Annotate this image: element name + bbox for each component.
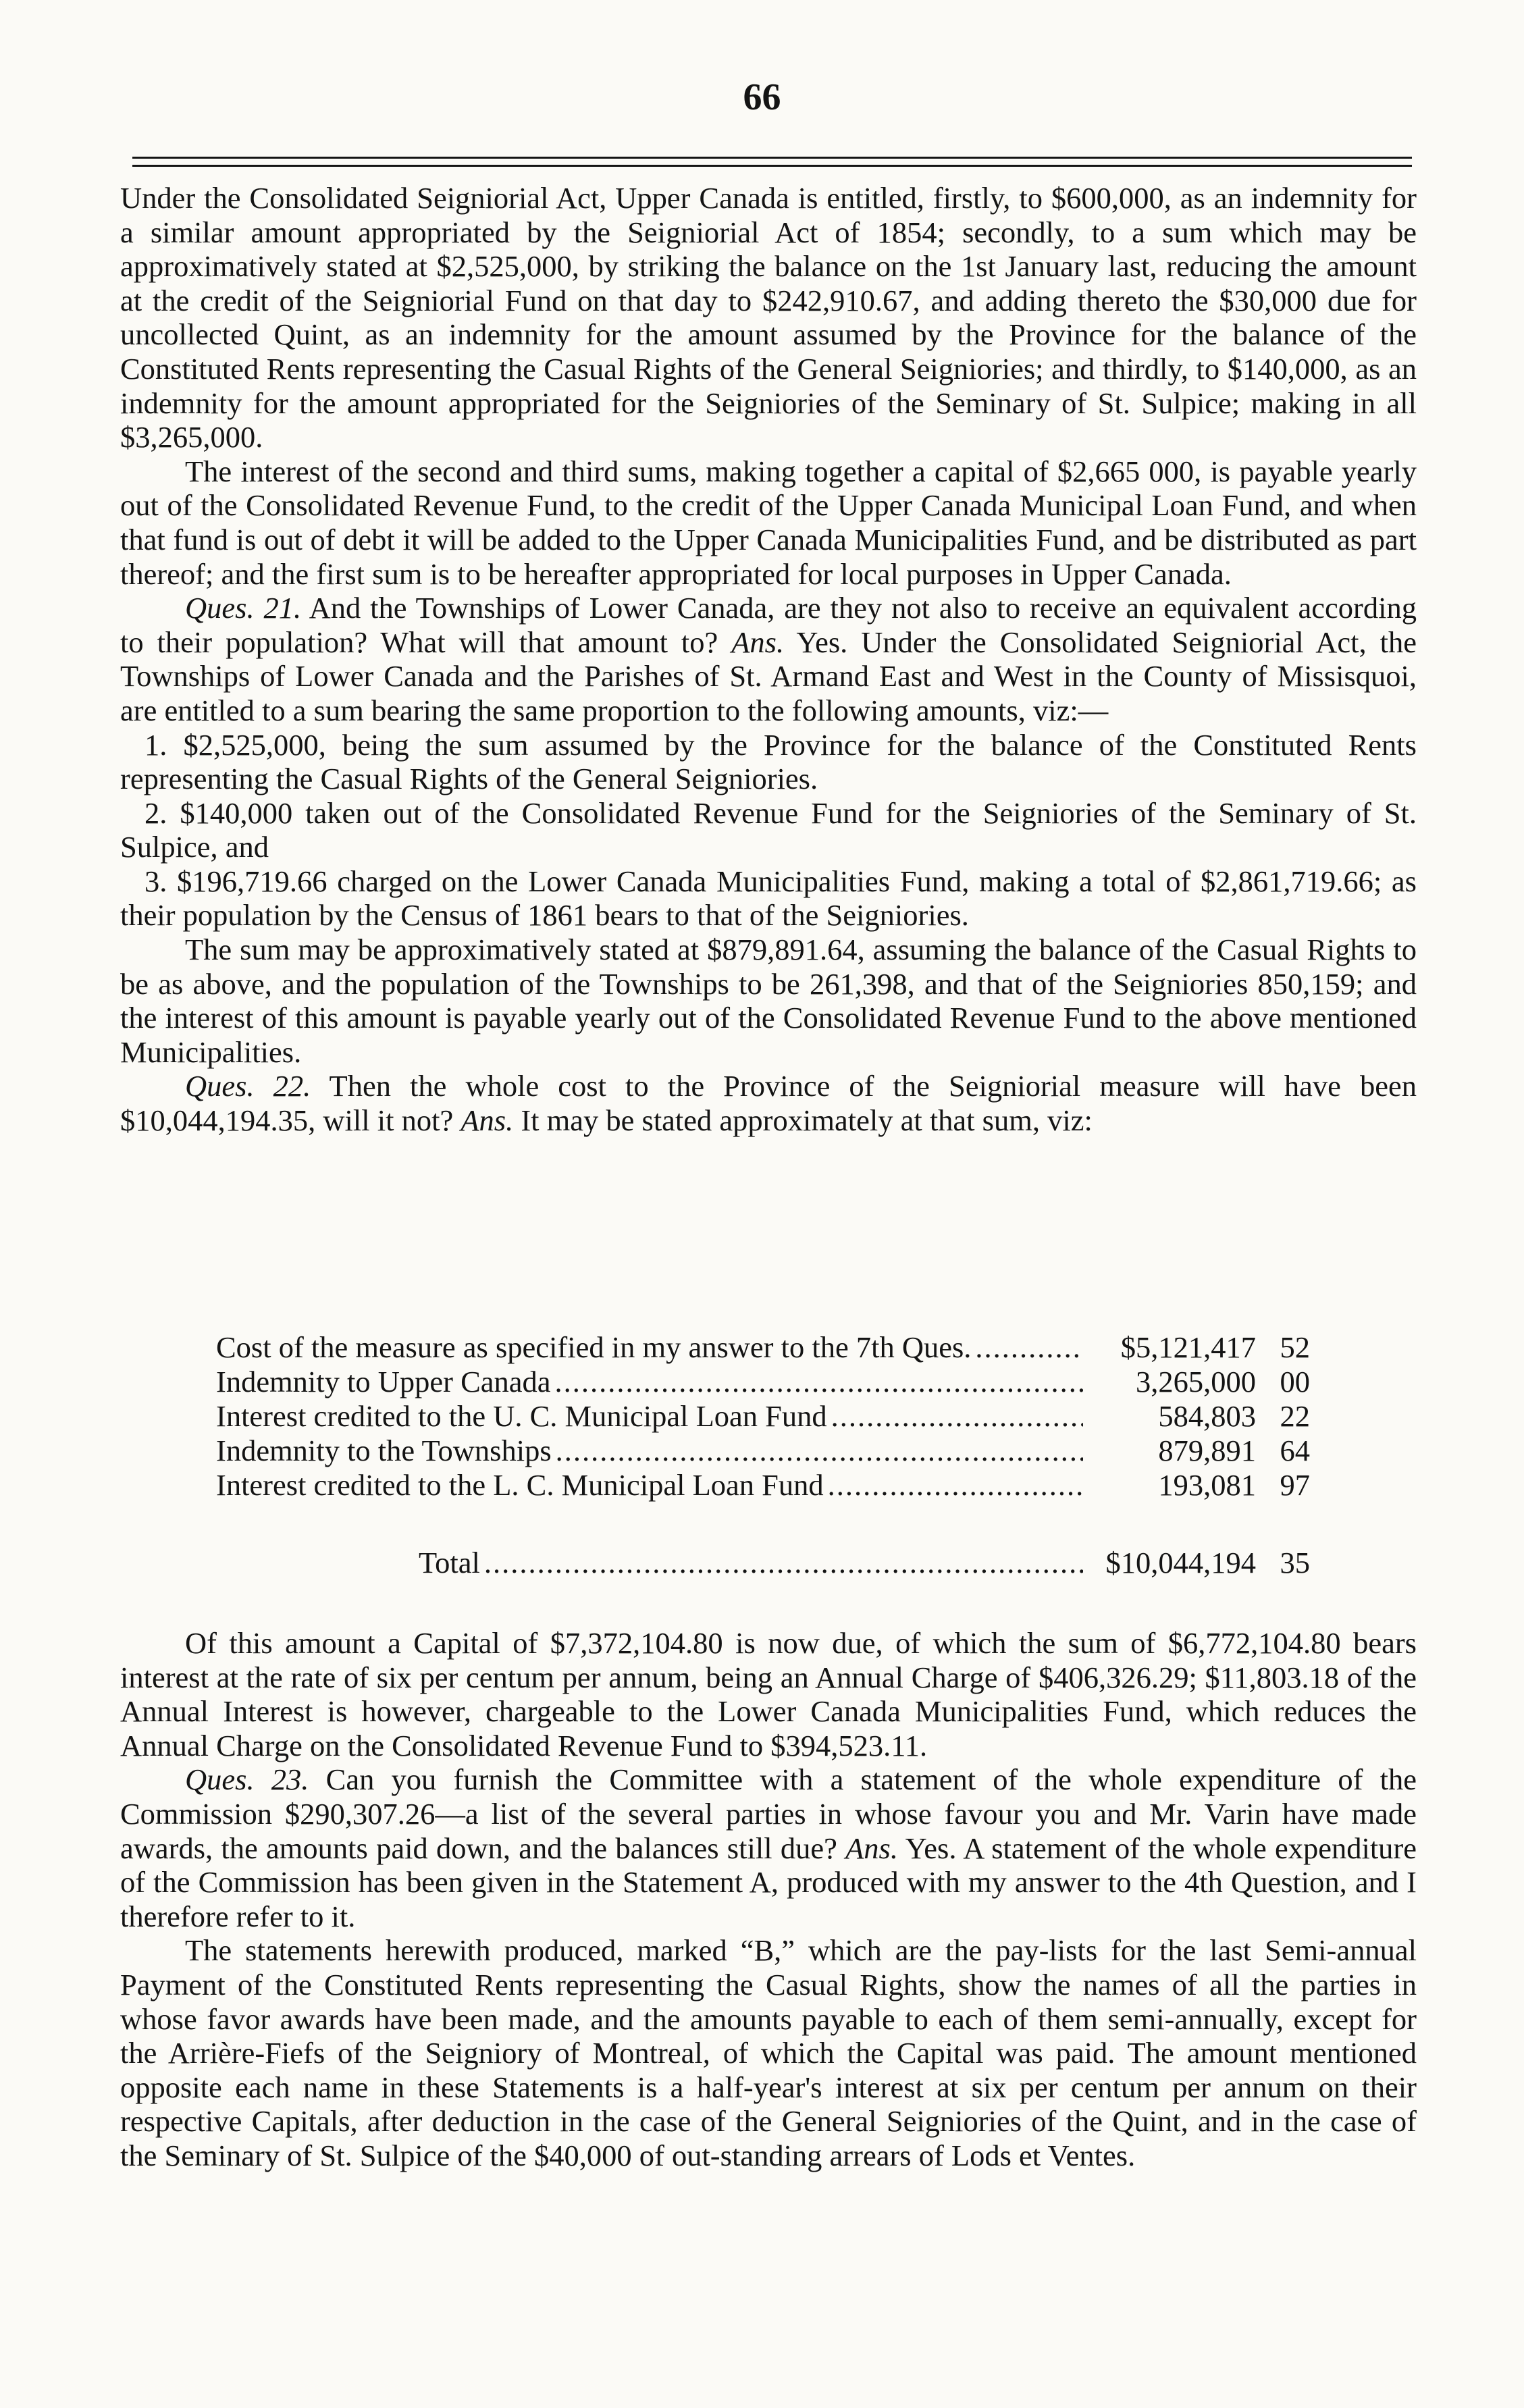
paragraph-statements-b: The statements herewith produced, marked “B,” which are the pay-lists for the last Semi-annual Payment of the Constituted Rents representing the Casual Rights, show the names of all the parties in whose favor awards have been made, and the amounts payable to each of them semi-annually, except for the Arrière-Fiefs of the Seigniory of Montreal, of which the Capital was paid. The amount mentioned opposite each name in these Statements is a half-year's interest at six per centum per annum on their respective Capitals, after deduction in the case of the General Seigniories of the Quint, and in the case of the Seminary of St. Sulpice of the $40,000 of out-standing arrears of Lods et Ventes. (120, 1933, 1417, 2172)
body-text-lower (120, 1626, 1417, 2173)
table-row-label: Indemnity to Upper Canada (216, 1365, 551, 1398)
table-total-cents: 35 (1280, 1546, 1310, 1579)
header-rule-lower (132, 165, 1412, 167)
paragraph-upper-canada-entitlement: Under the Consolidated Seigniorial Act, Upper Canada is entitled, firstly, to $600,000, as an indemnity for a similar amount appropriated by the Seigniorial Act of 1854; secondly, to a sum which may be approximatively stated at $2,525,000, by striking the balance on the 1st January last, reducing the amount at the credit of the Seigniorial Fund on that day to $242,910.67, and adding thereto the $30,000 due for uncollected Quint, as an indemnity for the amount assumed by the Province for the balance of the Constituted Rents representing the Casual Rights of the General Seigniories; and thirdly, to $140,000, as an indemnity for the amount appropriated for the Seigniories of the Seminary of St. Sulpice; making in all $3,265,000. (120, 181, 1417, 454)
paragraph-interest-payable: The interest of the second and third sums, making together a capital of $2,665 000, is payable yearly out of the Consolidated Revenue Fund, to the credit of the Upper Canada Municipal Loan Fund, and when that fund is out of debt it will be added to the Upper Canada Municipalities Fund, and be distributed as part thereof; and the first sum is to be hereafter appropriated for local purposes in Upper Canada. (120, 454, 1417, 591)
question-21 (120, 591, 1417, 727)
table-row-label: Cost of the measure as specified in my answer to the 7th Ques. (216, 1330, 972, 1364)
leader-dots (555, 1365, 1083, 1399)
answer-23-label: Ans. (845, 1831, 898, 1865)
table-row-dollars: 584,803 (1158, 1399, 1256, 1433)
leader-dots (556, 1434, 1083, 1468)
table-row-cents: 00 (1280, 1365, 1310, 1398)
body-text-upper (120, 181, 1417, 1138)
leader-dots (828, 1468, 1083, 1502)
list-item: 1. $2,525,000, being the sum assumed by the Province for the balance of the Constituted Rents representing the Casual Rights of the General Seigniories. (120, 727, 1417, 796)
table-row-label: Interest credited to the L. C. Municipal Loan Fund (216, 1468, 824, 1502)
paragraph-capital-due: Of this amount a Capital of $7,372,104.80 is now due, of which the sum of $6,772,104.80 bears interest at the rate of six per centum per annum, being an Annual Charge of $406,326.29; $11,803.18 of the Annual Interest is however, chargeable to the Lower Canada Municipalities Fund, which reduces the Annual Charge on the Consolidated Revenue Fund to $394,523.11. (120, 1626, 1417, 1762)
table-row-label: Interest credited to the U. C. Municipal Loan Fund (216, 1399, 827, 1433)
question-23 (120, 1762, 1417, 1933)
table-row (216, 1434, 1310, 1468)
answer-21-label: Ans. (731, 625, 785, 659)
cost-table (216, 1330, 1310, 1580)
table-row-dollars: 3,265,000 (1136, 1365, 1256, 1398)
table-total-dollars: $10,044,194 (1105, 1546, 1256, 1579)
table-row (216, 1399, 1310, 1434)
table-row (216, 1468, 1310, 1502)
table-row-cents: 97 (1280, 1468, 1310, 1502)
table-row (216, 1365, 1310, 1399)
paragraph-sum-estimate: The sum may be approximatively stated at $879,891.64, assuming the balance of the Casual Rights to be as above, and the population of the Townships to be 261,398, and that of the Seigniories 850,159; and the interest of this amount is payable yearly out of the Consolidated Revenue Fund to the above mentioned Municipalities. (120, 933, 1417, 1069)
question-22-text: Then the whole cost to the Province of the Seigniorial measure will have been $10,044,194.35, will it not? (120, 1069, 1417, 1138)
table-row-dollars: 193,081 (1158, 1468, 1256, 1502)
answer-23-text: Yes. A statement of the whole expenditure of the Commission has been given in the Statement A, produced with my answer to the 4th Question, and I therefore refer to it. (120, 1831, 1417, 1933)
leader-dots (975, 1330, 1083, 1365)
answer-22-label: Ans. (461, 1103, 514, 1138)
table-total-label: Total (419, 1546, 480, 1579)
table-row-cents: 22 (1280, 1399, 1310, 1433)
table-row-cents: 64 (1280, 1434, 1310, 1467)
table-total-row (216, 1546, 1310, 1580)
leader-dots (484, 1546, 1083, 1580)
question-23-label: Ques. 23. (185, 1762, 309, 1797)
list-item: 3. $196,719.66 charged on the Lower Canada Municipalities Fund, making a total of $2,861,719.66; as their population by the Census of 1861 bears to that of the Seigniories. (120, 864, 1417, 933)
question-22 (120, 1069, 1417, 1137)
table-row-dollars: 879,891 (1158, 1434, 1256, 1467)
page-number: 66 (743, 76, 781, 118)
answer-21-text: Yes. Under the Consolidated Seigniorial Act, the Townships of Lower Canada and the Parishes of St. Armand East and West in the County of Missisquoi, are entitled to a sum bearing the same proportion to the following amounts, viz:— (120, 625, 1417, 727)
question-23-text: Can you furnish the Committee with a statement of the whole expenditure of the Commission $290,307.26—a list of the several parties in whose favour you and Mr. Varin have made awards, the amounts paid down, and the balances still due? (120, 1762, 1417, 1865)
table-row-label: Indemnity to the Townships (216, 1434, 552, 1467)
answer-22-text: It may be stated approximately at that sum, viz: (521, 1103, 1093, 1138)
question-22-label: Ques. 22. (185, 1069, 311, 1103)
header-rule-upper (132, 157, 1412, 159)
table-row-cents: 52 (1280, 1330, 1310, 1364)
table-row (216, 1330, 1310, 1365)
table-row-dollars: $5,121,417 (1120, 1330, 1256, 1364)
list-item: 2. $140,000 taken out of the Consolidated Revenue Fund for the Seigniories of the Seminary of St. Sulpice, and (120, 795, 1417, 864)
question-21-text: And the Townships of Lower Canada, are they not also to receive an equivalent according to their population? What will that amount to? (120, 591, 1417, 659)
leader-dots (831, 1399, 1083, 1434)
question-21-label: Ques. 21. (185, 591, 302, 625)
